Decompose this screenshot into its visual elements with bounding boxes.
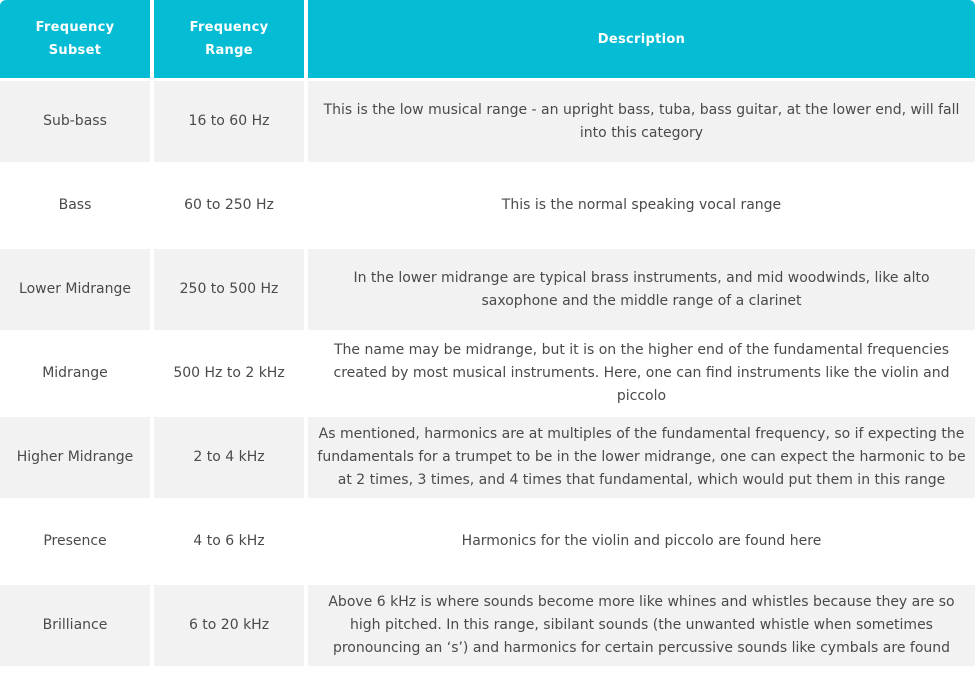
header-frequency-subset [0, 0, 150, 78]
cell-subset: Sub-bass [0, 81, 150, 162]
cell-range: 6 to 20 kHz [154, 585, 304, 666]
cell-subset: Higher Midrange [0, 417, 150, 498]
cell-subset: Lower Midrange [0, 249, 150, 330]
cell-description: As mentioned, harmonics are at multiples of the fundamental frequency, so if expecting the fundamentals for a trumpet to be in the lower midrange, one can expect the harmonic to be at 2 times, 3 times, and 4 times that fundamental, which would put them in this range [308, 417, 975, 498]
cell-range: 500 Hz to 2 kHz [154, 333, 304, 414]
header-description [308, 0, 975, 78]
cell-range: 2 to 4 kHz [154, 417, 304, 498]
cell-subset: Midrange [0, 333, 150, 414]
cell-description: The name may be midrange, but it is on the higher end of the fundamental frequencies created by most musical instruments. Here, one can find instruments like the violin and piccolo [308, 333, 975, 414]
cell-range: 4 to 6 kHz [154, 501, 304, 582]
header-label: Range [205, 43, 253, 58]
header-label: Frequency [189, 20, 269, 35]
header-label: Subset [48, 43, 102, 58]
header-frequency-range [154, 0, 304, 78]
header-label: Description [597, 31, 686, 47]
cell-subset: Presence [0, 501, 150, 582]
cell-description: This is the normal speaking vocal range [308, 165, 975, 246]
cell-range: 60 to 250 Hz [154, 165, 304, 246]
header-label: Frequency [35, 20, 115, 35]
cell-description: Harmonics for the violin and piccolo are found here [308, 501, 975, 582]
cell-range: 250 to 500 Hz [154, 249, 304, 330]
cell-description: In the lower midrange are typical brass instruments, and mid woodwinds, like alto saxophone and the middle range of a clarinet [308, 249, 975, 330]
cell-range: 16 to 60 Hz [154, 81, 304, 162]
cell-description: This is the low musical range - an upright bass, tuba, bass guitar, at the lower end, will fall into this category [308, 81, 975, 162]
cell-description: Above 6 kHz is where sounds become more like whines and whistles because they are so high pitched. In this range, sibilant sounds (the unwanted whistle when sometimes pronouncing an ‘s’) and harmonics for certain percussive sounds like cymbals are found [308, 585, 975, 666]
cell-subset: Bass [0, 165, 150, 246]
cell-subset: Brilliance [0, 585, 150, 666]
